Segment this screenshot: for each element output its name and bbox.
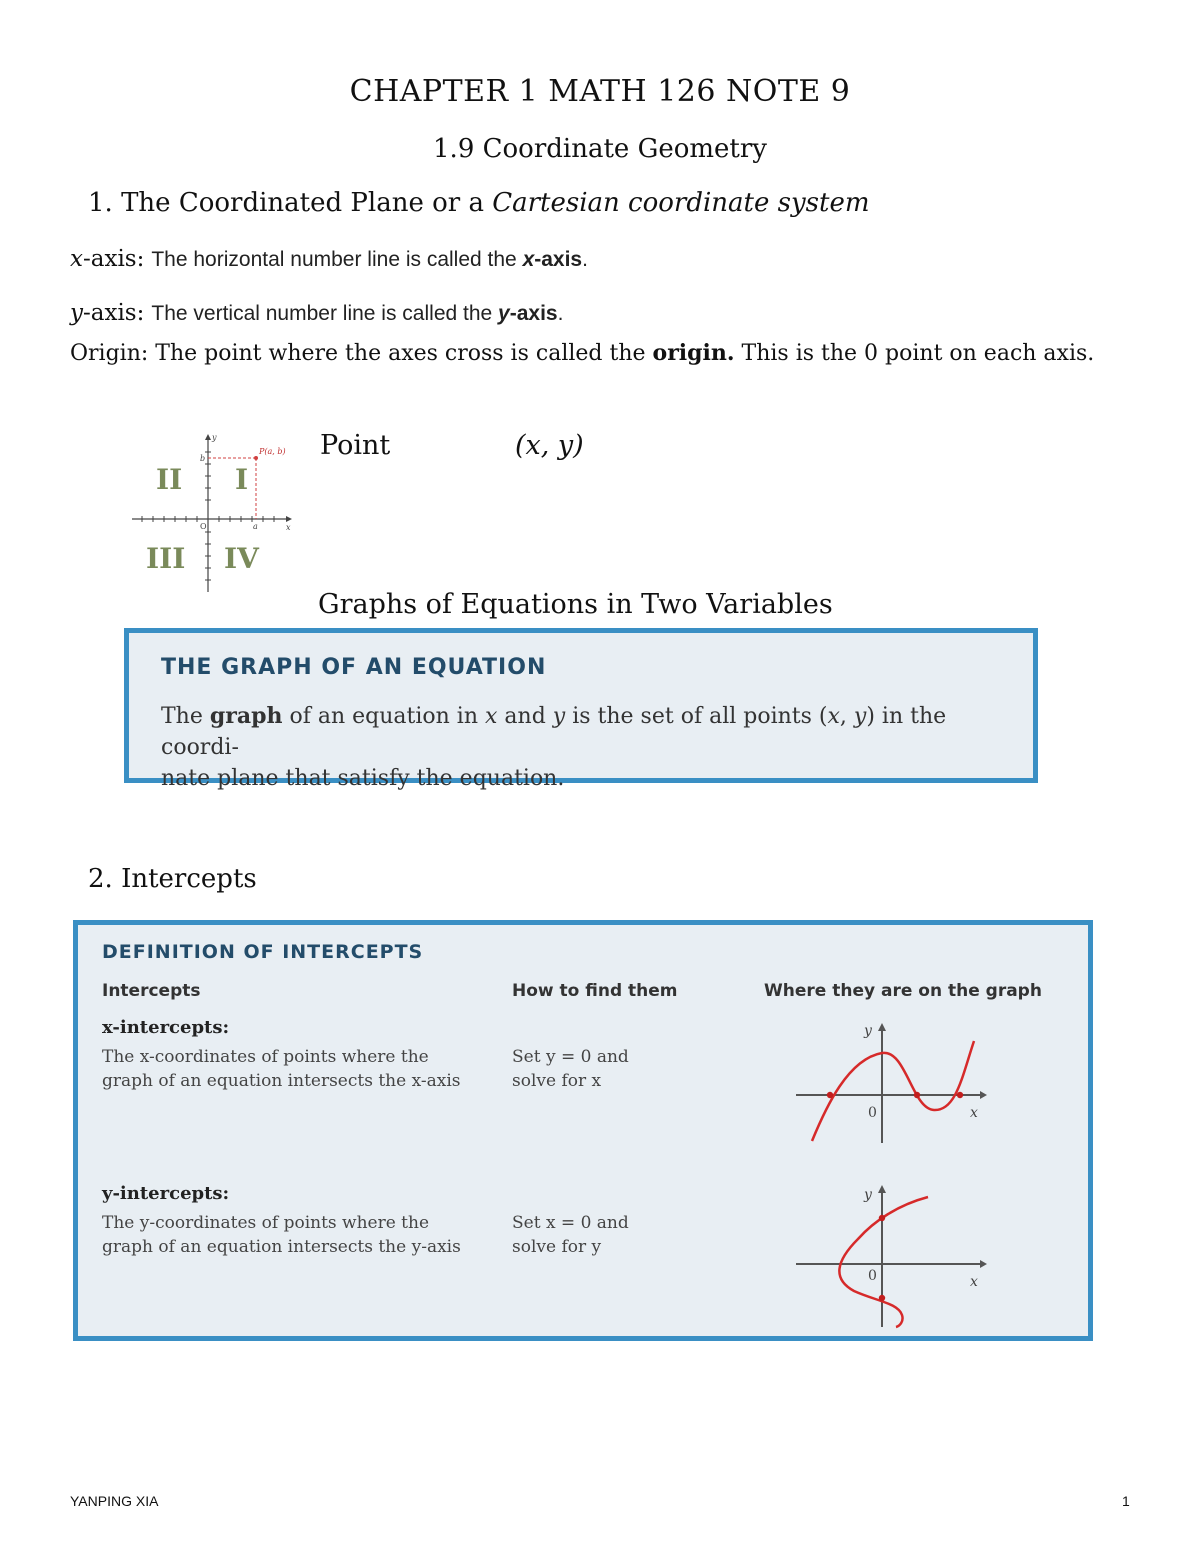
yaxis-definition bbox=[70, 300, 563, 326]
quadrant-iii: III bbox=[146, 542, 186, 575]
heading-italic-text: Cartesian coordinate system bbox=[492, 188, 870, 218]
yint-graph-x-label: x bbox=[970, 1274, 978, 1290]
origin-definition bbox=[70, 340, 1094, 366]
column-header-where: Where they are on the graph bbox=[764, 981, 1042, 1001]
quadrant-y-label: y bbox=[212, 433, 217, 442]
column-header-intercepts: Intercepts bbox=[102, 981, 201, 1001]
graph-text-bold: graph bbox=[209, 703, 283, 729]
xaxis-end: . bbox=[582, 248, 588, 271]
xint-how bbox=[512, 1045, 692, 1093]
footer-author: YANPING XIA bbox=[70, 1493, 159, 1509]
yint-how-line: solve for y bbox=[512, 1237, 602, 1257]
yint-graph-x-arrow bbox=[980, 1260, 987, 1268]
graphs-heading: Graphs of Equations in Two Variables bbox=[318, 589, 833, 620]
yint-graph-y-label: y bbox=[864, 1187, 872, 1203]
yaxis-end: . bbox=[557, 302, 564, 325]
origin-prefix: Origin: The point where the axes cross is called the bbox=[70, 341, 653, 366]
column-header-how: How to find them bbox=[512, 981, 678, 1001]
graph-text-part: ) in the coordi- bbox=[161, 704, 947, 760]
xint-text-line: graph of an equation intersects the x-axis bbox=[102, 1071, 461, 1091]
graph-box-title: THE GRAPH OF AN EQUATION bbox=[161, 655, 547, 680]
xint-how-line: solve for x bbox=[512, 1071, 602, 1091]
xint-graph-curve bbox=[812, 1041, 974, 1141]
xint-description bbox=[102, 1045, 462, 1093]
xint-heading: x-intercepts: bbox=[102, 1017, 230, 1038]
section-title: 1.9 Coordinate Geometry bbox=[433, 134, 767, 164]
graph-definition-box bbox=[124, 628, 1038, 791]
xint-graph-zero: 0 bbox=[868, 1105, 877, 1121]
origin-bold: origin. bbox=[652, 340, 735, 366]
graph-text-x: x bbox=[485, 704, 498, 729]
origin-suffix: This is the 0 point on each axis. bbox=[734, 341, 1095, 366]
quadrant-i: I bbox=[235, 463, 249, 496]
xint-graph-x-label: x bbox=[970, 1105, 978, 1121]
heading-text: Intercepts bbox=[121, 864, 257, 894]
heading-number: 1. bbox=[88, 188, 113, 218]
yint-how-line: Set x = 0 and bbox=[512, 1213, 629, 1233]
xint-graph-x-arrow bbox=[980, 1091, 987, 1099]
xaxis-bold: -axis bbox=[534, 248, 583, 271]
yaxis-text: The vertical number line is called the bbox=[151, 302, 499, 325]
yint-how bbox=[512, 1211, 692, 1259]
quadrant-x-arrow bbox=[286, 516, 292, 522]
yint-graph-y-arrow bbox=[878, 1185, 886, 1193]
yaxis-label: -axis: bbox=[83, 300, 145, 326]
graph-text-part: and bbox=[497, 704, 553, 729]
yint-text-line: graph of an equation intersects the y-axis bbox=[102, 1237, 461, 1257]
quadrant-point bbox=[254, 456, 258, 460]
xaxis-bold-var: x bbox=[522, 248, 535, 271]
graph-text-y: y bbox=[552, 704, 566, 729]
heading-text: The Coordinated Plane or a bbox=[121, 188, 493, 218]
quadrant-y-arrow bbox=[205, 434, 211, 440]
quadrant-origin-label: O bbox=[200, 522, 207, 531]
xaxis-text: The horizontal number line is called the bbox=[151, 248, 523, 271]
graph-text-part: of an equation in bbox=[282, 704, 485, 729]
graph-box-text bbox=[161, 701, 1011, 794]
yint-graph-zero: 0 bbox=[868, 1268, 877, 1284]
graph-text-x: x bbox=[827, 704, 840, 729]
yint-graph-intercept bbox=[879, 1295, 885, 1301]
quadrant-point-label: P(a, b) bbox=[259, 447, 286, 456]
point-value: (x, y) bbox=[515, 430, 584, 461]
intercepts-definition-box bbox=[73, 920, 1093, 1341]
document-title: CHAPTER 1 MATH 126 NOTE 9 bbox=[349, 74, 851, 109]
quadrant-figure bbox=[128, 430, 298, 600]
quadrant-b-label: b bbox=[200, 454, 206, 463]
xint-graph bbox=[788, 1017, 988, 1147]
heading-number: 2. bbox=[88, 864, 113, 894]
xint-graph-y-arrow bbox=[878, 1023, 886, 1031]
graph-text-part: , bbox=[839, 704, 854, 729]
yaxis-var: y bbox=[70, 300, 83, 326]
xint-graph-intercept bbox=[957, 1092, 963, 1098]
yint-heading: y-intercepts: bbox=[102, 1183, 230, 1204]
heading-intercepts bbox=[88, 864, 257, 894]
yint-graph-intercept bbox=[879, 1215, 885, 1221]
quadrant-iv: IV bbox=[224, 542, 259, 575]
heading-coordinate-plane bbox=[88, 188, 870, 218]
xint-how-line: Set y = 0 and bbox=[512, 1047, 629, 1067]
graph-text-part: is the set of all points ( bbox=[565, 704, 828, 729]
yaxis-bold: -axis bbox=[509, 302, 558, 325]
xaxis-var: x bbox=[70, 246, 83, 272]
graph-text-part: The bbox=[161, 704, 210, 729]
xaxis-definition bbox=[70, 246, 588, 272]
xint-graph-intercept bbox=[914, 1092, 920, 1098]
yint-description bbox=[102, 1211, 462, 1259]
yaxis-bold-var: y bbox=[498, 302, 510, 325]
quadrant-x-label: x bbox=[286, 523, 291, 532]
footer-page-number: 1 bbox=[1122, 1493, 1130, 1509]
xaxis-label: -axis: bbox=[82, 246, 145, 272]
xint-graph-y-label: y bbox=[864, 1023, 872, 1039]
xint-graph-intercept bbox=[827, 1092, 833, 1098]
intercepts-box-title: DEFINITION OF INTERCEPTS bbox=[102, 941, 424, 963]
quadrant-ii: II bbox=[156, 463, 183, 496]
graph-text-part: nate plane that satisfy the equation. bbox=[161, 766, 565, 791]
quadrant-a-label: a bbox=[253, 522, 258, 531]
yint-text-line: The y-coordinates of points where the bbox=[102, 1213, 430, 1233]
graph-text-y: y bbox=[853, 704, 867, 729]
xint-text-line: The x-coordinates of points where the bbox=[102, 1047, 429, 1067]
yint-graph bbox=[788, 1181, 988, 1331]
point-label: Point bbox=[320, 430, 391, 461]
